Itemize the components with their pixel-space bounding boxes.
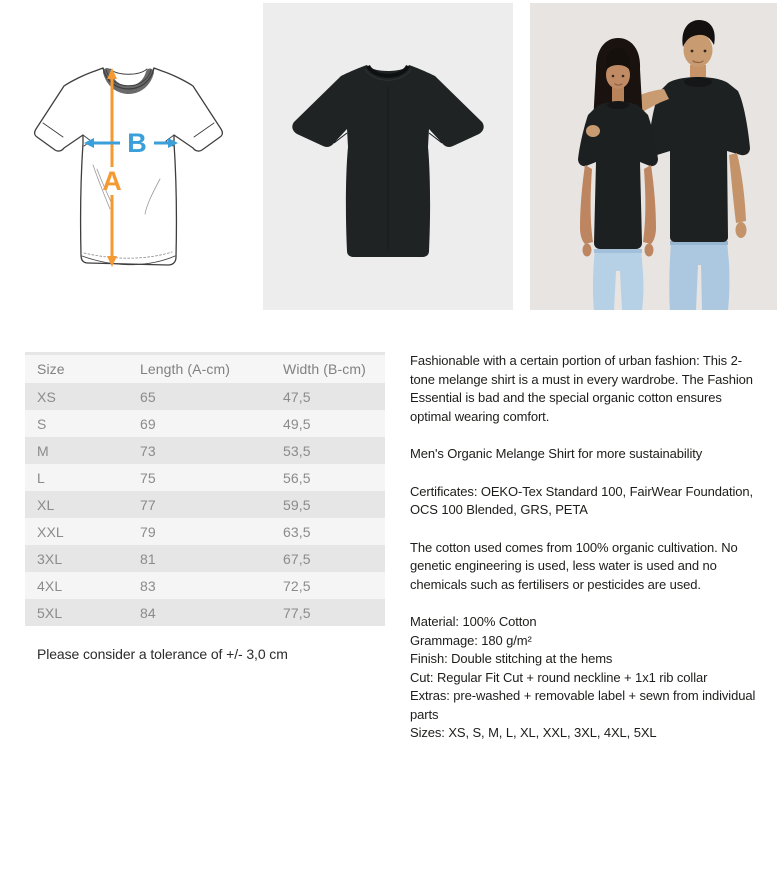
description-intro: Fashionable with a certain portion of urban fashion: This 2-tone melange shirt is a must in every wardrobe. The Fashion Essential is bad and the special organic cotton ensures optimal wearing comfort. [410,353,753,424]
cell-length: 77 [140,496,156,513]
cell-length: 73 [140,442,156,459]
tolerance-note: Please consider a tolerance of +/- 3,0 cm [37,646,288,662]
description-cotton: The cotton used comes from 100% organic cultivation. No genetic engineering is used, less water is used and no chemicals such as fertilisers or pesticides are used. [410,539,738,592]
cell-width: 59,5 [283,496,311,513]
spec-finish: Finish: Double stitching at the hems [410,651,613,666]
table-row [25,410,385,437]
cell-size: 3XL [37,550,63,567]
table-row [25,437,385,464]
product-details-section [0,352,777,743]
cell-length: 83 [140,577,156,594]
label-b: B [127,128,147,158]
spec-list [410,613,762,743]
size-table [25,352,385,626]
cell-size: 5XL [37,604,63,621]
black-tshirt-flatlay-icon [263,3,513,310]
label-a: A [102,166,122,196]
table-row [25,518,385,545]
cell-length: 81 [140,550,156,567]
cell-width: 72,5 [283,577,311,594]
cell-width: 47,5 [283,388,311,405]
tshirt-measure-diagram-icon [0,3,250,310]
cell-size: 4XL [37,577,63,594]
cell-width: 56,5 [283,469,311,486]
spec-extras: Extras: pre-washed + removable label + sewn from individual parts [410,688,756,722]
size-diagram-image [0,3,250,310]
table-row [25,599,385,626]
cell-size: S [37,415,47,432]
cell-length: 75 [140,469,156,486]
cell-size: XL [37,496,55,513]
cell-width: 67,5 [283,550,311,567]
cell-length: 79 [140,523,156,540]
table-row [25,464,385,491]
header-length: Length (A-cm) [140,361,230,377]
table-row [25,572,385,599]
spec-material: Material: 100% Cotton [410,614,537,629]
table-row [25,545,385,572]
cell-size: L [37,469,45,486]
models-photo-icon [530,3,777,310]
spec-sizes: Sizes: XS, S, M, L, XL, XXL, 3XL, 4XL, 5XL [410,725,657,740]
size-chart-column [25,352,385,743]
description-certificates: Certificates: OEKO-Tex Standard 100, FairWear Foundation, OCS 100 Blended, GRS, PETA [410,483,754,517]
table-row [25,491,385,518]
product-flatlay-image[interactable] [263,3,513,310]
cell-size: XXL [37,523,64,540]
cell-width: 53,5 [283,442,311,459]
cell-width: 49,5 [283,415,311,432]
models-photo-image[interactable] [530,3,777,310]
description-subtitle: Men's Organic Melange Shirt for more sustainability [410,446,703,461]
spec-cut: Cut: Regular Fit Cut + round neckline + 1x1 rib collar [410,669,708,685]
hand-on-shoulder [586,125,600,137]
cell-width: 77,5 [283,604,311,621]
cell-size: XS [37,388,56,405]
size-table-header-row [25,355,385,383]
product-gallery [0,0,777,310]
product-description-column [410,352,762,743]
cell-size: M [37,442,49,459]
cell-width: 63,5 [283,523,311,540]
spec-grammage: Grammage: 180 g/m² [410,632,532,648]
cell-length: 65 [140,388,156,405]
cell-length: 69 [140,415,156,432]
cell-length: 84 [140,604,156,621]
header-width: Width (B-cm) [283,361,366,377]
table-row [25,383,385,410]
header-size: Size [37,361,65,377]
